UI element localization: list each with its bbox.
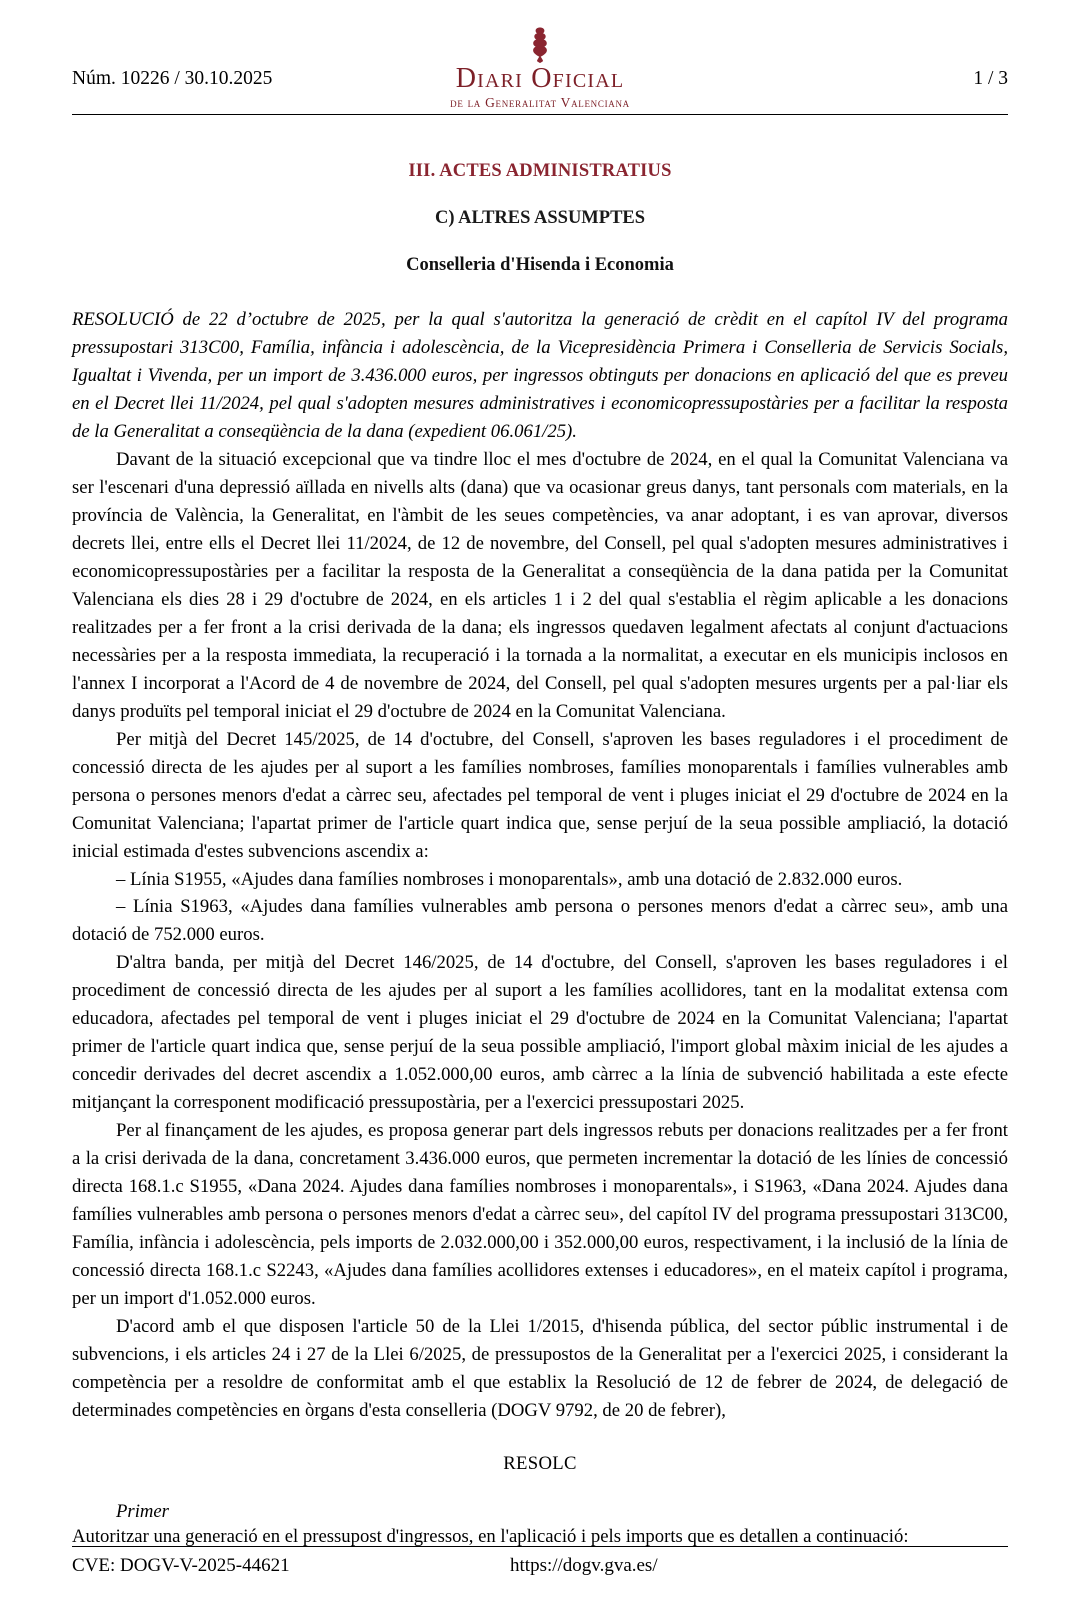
footer-divider bbox=[72, 1546, 1008, 1547]
masthead-subtitle: de la Generalitat Valenciana bbox=[450, 94, 630, 110]
body-paragraph: D'acord amb el que disposen l'article 50 de la Llei 1/2015, d'hisenda pública, del sector públic instrumental i de subvencions, i els articles 24 i 27 de la Llei 6/2025, de pressupostos de la Generalitat per a l'exercici 2025, i considerant la competència per a resoldre de conformitat amb el que establix la Resolució de 12 de febrer de 2024, de delegació de determinades competències en òrgans d'esta conselleria (DOGV 9792, de 20 de febrer), bbox=[72, 1315, 1008, 1421]
cve-code: CVE: DOGV-V-2025-44621 bbox=[72, 1555, 290, 1576]
section-title: III. ACTES ADMINISTRATIUS bbox=[408, 161, 672, 181]
clause-ordinal: Primer bbox=[116, 1500, 169, 1522]
document-body bbox=[72, 446, 1008, 1424]
issue-number: Núm. 10226 / 30.10.2025 bbox=[72, 68, 273, 89]
page-header bbox=[72, 0, 1008, 108]
footer-url[interactable]: https://dogv.gva.es/ bbox=[510, 1555, 658, 1576]
body-paragraph: Per al finançament de les ajudes, es proposa generar part dels ingressos rebuts per donacions realitzades per a fer front a la crisi derivada de la dana, concretament 3.436.000 euros, que permeten incrementar la dotació de les línies de concessió directa 168.1.c S1955, «Dana 2024. Ajudes dana famílies nombroses i monoparentals», i S1963, «Dana 2024. Ajudes dana famílies vulnerables amb persona o persones menors d'edat a càrrec seu», del capítol IV del programa pressupostari 313C00, Família, infància i adolescència, pels imports de 2.032.000,00 i 352.000,00 euros, respectivament, i la inclusió de la línia de concessió directa 168.1.c S2243, «Ajudes dana famílies acollidores extenses i educadores», en el mateix capítol i programa, per un import d'1.052.000 euros. bbox=[72, 1120, 1008, 1309]
page-footer bbox=[72, 1546, 1008, 1577]
body-paragraph: Per mitjà del Decret 145/2025, de 14 d'octubre, del Consell, s'aproven les bases reguladores i el procediment de concessió directa de les ajudes per al suport a les famílies nombroses, famílies monoparentals i famílies vulnerables amb persona o persones menors d'edat a càrrec seu, afectades pel temporal de vent i pluges iniciat el 29 d'octubre de 2024 en la Comunitat Valenciana; l'apartat primer de l'article quart indica que, sense perjuí de la seua possible ampliació, la dotació inicial estimada d'estes subvencions ascendix a: bbox=[72, 728, 1008, 862]
resolution-summary: RESOLUCIÓ de 22 d’octubre de 2025, per la qual s'autoritza la generació de crèdit en el capítol IV del programa pressupostari 313C00, Família, infància i adolescència, de la Vicepresidència Primera i Conselleria de Servicis Socials, Igualtat i Vivenda, per un import de 3.436.000 euros, per ingressos obtinguts per donacions en aplicació del que es preveu en el Decret llei 11/2024, pel qual s'adopten mesures administratives i economicopressupostàries per a facilitar la resposta de la Generalitat a conseqüència de la dana (expedient 06.061/25). bbox=[72, 309, 1008, 443]
subsection-title: C) ALTRES ASSUMPTES bbox=[434, 208, 646, 228]
body-paragraph: D'altra banda, per mitjà del Decret 146/2025, de 14 d'octubre, del Consell, s'aproven les bases reguladores i el procediment de concessió directa de les ajudes per al suport a les famílies acollidores, tant en la modalitat extensa com educadora, afectades pel temporal de vent i pluges iniciat el 29 d'octubre de 2024 en la Comunitat Valenciana; l'apartat primer de l'article quart indica que, sense perjuí de la seua possible ampliació, l'import global màxim inicial de les ajudes a concedir derivades del decret ascendix a 1.052.000,00 euros, amb càrrec a la línia de subvenció habilitada a este efecte mitjançant la corresponent modificació pressupostària, per a l'exercici pressupostari 2025. bbox=[72, 952, 1008, 1114]
resolc-heading: RESOLC bbox=[503, 1452, 577, 1474]
list-item: – Línia S1963, «Ajudes dana famílies vulnerables amb persona o persones menors d'edat a càrrec seu», amb una dotació de 752.000 euros. bbox=[72, 896, 1008, 946]
body-paragraph: Davant de la situació excepcional que va tindre lloc el mes d'octubre de 2024, en el qual la Comunitat Valenciana va ser l'escenari d'una depressió aïllada en nivells alts (dana) que va ocasionar greus danys, tant personals com materials, en la província de València, la Generalitat, en l'àmbit de les seues competències, va anar adoptant, i es van aprovar, diversos decrets llei, entre ells el Decret llei 11/2024, de 12 de novembre, del Consell, pel qual s'adopten mesures administratives i economicopressupostàries per a facilitar la resposta de la Generalitat a conseqüència de la dana patida per la Comunitat Valenciana els dies 28 i 29 d'octubre de 2024, en els articles 1 i 2 del qual s'establia el règim aplicable a les donacions realitzades per a fer front a la crisi derivada de la dana; els ingressos quedaven legalment afectats al conjunt d'actuacions necessàries per a la resposta immediata, la recuperació i la tornada a la normalitat, a executar en els municipis inclosos en l'annex I incorporat a l'Acord de 4 de novembre de 2024, del Consell, pel qual s'adopten mesures urgents per a pal·liar els danys produïts pel temporal iniciat el 29 d'octubre de 2024 en la Comunitat Valenciana. bbox=[72, 449, 1008, 722]
masthead-title: Diari Oficial bbox=[455, 63, 625, 94]
header-divider bbox=[72, 114, 1008, 115]
generalitat-crest-icon bbox=[527, 26, 553, 64]
page-indicator: 1 / 3 bbox=[973, 68, 1008, 89]
department-title: Conselleria d'Hisenda i Economia bbox=[406, 255, 674, 275]
clause-text: Autoritzar una generació en el pressupost d'ingressos, en l'aplicació i pels imports que es detallen a continuació: bbox=[72, 1525, 909, 1547]
list-item: – Línia S1955, «Ajudes dana famílies nombroses i monoparentals», amb una dotació de 2.832.000 euros. bbox=[116, 868, 903, 890]
